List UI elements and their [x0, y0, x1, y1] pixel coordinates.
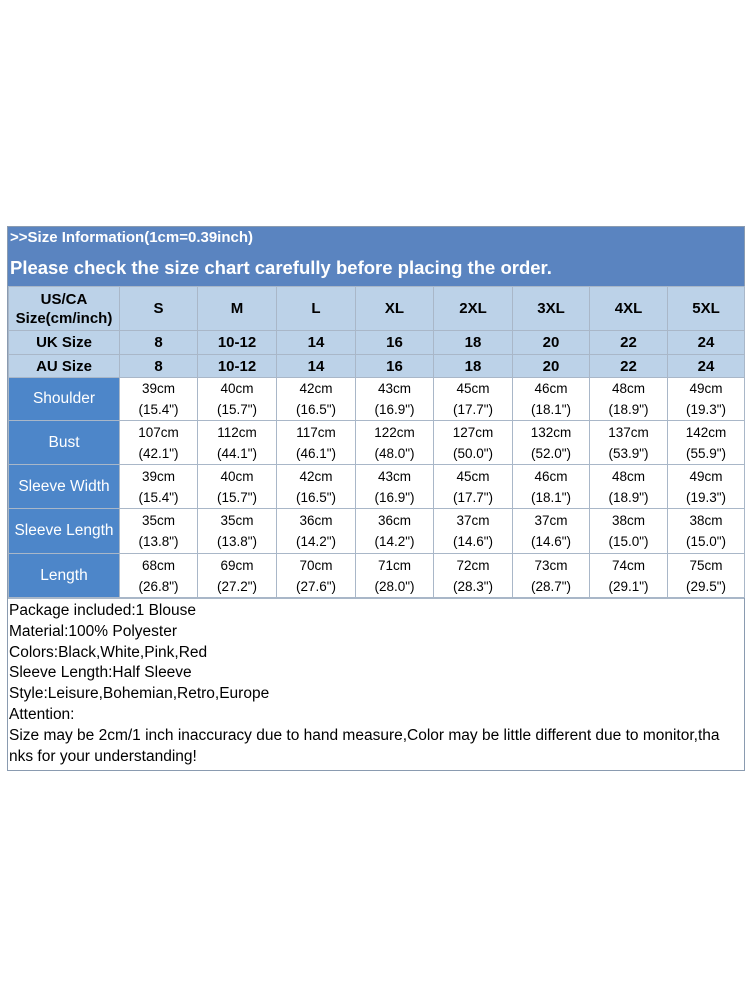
material-note: Material:100% Polyester [9, 622, 177, 640]
measurement-cm: 39cm [141, 381, 175, 396]
product-notes [8, 598, 744, 770]
measurement-cm: 137cm [608, 424, 649, 440]
measurement-cell [434, 465, 513, 509]
measurement-cell [198, 378, 277, 421]
measurement-cm: 49cm [689, 381, 723, 396]
size-value-cell: 20 [513, 331, 590, 355]
measurement-inch: (28.0") [374, 578, 415, 594]
measurement-cell [120, 465, 198, 509]
measurement-inch: (42.1") [138, 445, 179, 461]
measurement-row [9, 421, 745, 465]
measurement-cm: 73cm [534, 557, 568, 573]
header-label-line: US/CA [40, 290, 88, 308]
measurement-cm: 127cm [452, 424, 494, 440]
measurement-inch: (15.0") [608, 534, 649, 549]
measurement-cell [277, 554, 356, 598]
measurement-cm: 107cm [138, 424, 179, 440]
measurement-cm: 122cm [374, 424, 415, 440]
measurement-cell [198, 554, 277, 598]
measurement-cell [513, 378, 590, 421]
measurement-cm: 38cm [611, 513, 645, 528]
size-value-cell: 18 [434, 331, 513, 355]
header-row [9, 355, 745, 378]
measurement-inch: (16.5") [295, 489, 337, 505]
measurement-cell [356, 421, 434, 465]
measurement-cell [198, 421, 277, 465]
measurement-cell [434, 421, 513, 465]
measurement-inch: (27.2") [216, 578, 258, 594]
measurement-cm: 48cm [611, 381, 645, 396]
measurement-cm: 37cm [534, 513, 568, 528]
measurement-inch: (14.2") [374, 534, 415, 549]
measurement-cell [277, 421, 356, 465]
measurement-inch: (15.4") [138, 489, 179, 505]
measurement-inch: (15.0") [685, 534, 727, 549]
measurement-cell [434, 378, 513, 421]
measurement-label: Bust [9, 421, 120, 465]
size-value-cell: S [120, 287, 198, 331]
measurement-inch: (16.9") [374, 489, 415, 505]
measurement-cell [356, 554, 434, 598]
measurement-inch: (29.5") [685, 578, 727, 594]
measurement-inch: (46.1") [295, 445, 337, 461]
size-value-cell: 2XL [434, 287, 513, 331]
size-value-cell: 8 [120, 355, 198, 378]
size-table-body [9, 287, 745, 598]
measurement-cm: 71cm [377, 557, 411, 573]
measurement-cell [434, 509, 513, 554]
measurement-cm: 75cm [689, 557, 723, 573]
measurement-cm: 45cm [456, 381, 490, 396]
measurement-label: Sleeve Width [9, 465, 120, 509]
measurement-inch: (15.7") [216, 489, 258, 505]
measurement-inch: (48.0") [374, 445, 415, 461]
measurement-cm: 37cm [456, 513, 490, 528]
measurement-inch: (15.4") [138, 402, 179, 417]
measurement-row [9, 554, 745, 598]
measurement-row [9, 378, 745, 421]
measurement-cm: 112cm [217, 424, 257, 440]
measurement-cell [513, 509, 590, 554]
measurement-cm: 42cm [299, 381, 333, 396]
size-value-cell: 10-12 [198, 331, 277, 355]
measurement-inch: (14.2") [295, 534, 337, 549]
measurement-cell [590, 465, 668, 509]
size-value-cell: L [277, 287, 356, 331]
size-table [8, 286, 745, 598]
size-value-cell: 5XL [668, 287, 745, 331]
measurement-inch: (16.5") [295, 402, 337, 417]
measurement-label: Shoulder [9, 378, 120, 421]
size-value-cell: M [198, 287, 277, 331]
header-row [9, 331, 745, 355]
measurement-inch: (15.7") [216, 402, 258, 417]
measurement-cell [120, 554, 198, 598]
size-info-title: Please check the size chart carefully before placing the order. [10, 257, 552, 278]
measurement-cm: 70cm [299, 557, 333, 573]
measurement-inch: (27.6") [295, 578, 337, 594]
measurement-cell [590, 378, 668, 421]
measurement-cm: 36cm [377, 513, 411, 528]
attention-text-line-1: Size may be 2cm/1 inch inaccuracy due to hand measure,Color may be little different due to monitor,tha [9, 726, 720, 744]
size-value-cell: 8 [120, 331, 198, 355]
measurement-cm: 49cm [689, 468, 723, 484]
header-row [9, 287, 745, 331]
measurement-cell [434, 554, 513, 598]
measurement-cm: 69cm [220, 557, 254, 573]
measurement-cell [668, 509, 745, 554]
measurement-inch: (18.1") [530, 489, 572, 505]
header-row-label: AU Size [9, 355, 120, 378]
measurement-cm: 36cm [299, 513, 333, 528]
measurement-inch: (19.3") [685, 402, 727, 417]
measurement-label: Sleeve Length [9, 509, 120, 554]
size-value-cell: 3XL [513, 287, 590, 331]
measurement-cm: 43cm [377, 381, 411, 396]
measurement-cm: 45cm [456, 468, 490, 484]
measurement-inch: (17.7") [452, 489, 494, 505]
measurement-cell [277, 378, 356, 421]
measurement-inch: (14.6") [530, 534, 572, 549]
size-value-cell: 10-12 [198, 355, 277, 378]
measurement-cell [356, 509, 434, 554]
measurement-cell [277, 465, 356, 509]
attention-text-line-2: nks for your understanding! [9, 747, 197, 765]
measurement-cell [513, 465, 590, 509]
measurement-inch: (13.8") [138, 534, 179, 549]
size-value-cell: 20 [513, 355, 590, 378]
size-info-subtitle: >>Size Information(1cm=0.39inch) [10, 229, 253, 246]
measurement-inch: (44.1") [216, 445, 258, 461]
measurement-cm: 42cm [299, 468, 333, 484]
measurement-row [9, 509, 745, 554]
measurement-inch: (50.0") [452, 445, 494, 461]
size-info-banner [8, 227, 744, 286]
size-value-cell: 22 [590, 355, 668, 378]
measurement-inch: (55.9") [685, 445, 727, 461]
size-value-cell: 18 [434, 355, 513, 378]
size-value-cell: 14 [277, 355, 356, 378]
measurement-cm: 48cm [611, 468, 645, 484]
measurement-cell [120, 421, 198, 465]
measurement-cell [668, 421, 745, 465]
measurement-cm: 132cm [530, 424, 572, 440]
measurement-cell [277, 509, 356, 554]
measurement-cell [513, 421, 590, 465]
measurement-cm: 74cm [611, 557, 645, 573]
attention-label: Attention: [9, 705, 75, 723]
measurement-cell [668, 378, 745, 421]
measurement-inch: (26.8") [138, 578, 179, 594]
package-note: Package included:1 Blouse [9, 602, 196, 619]
measurement-inch: (13.8") [216, 534, 258, 549]
measurement-inch: (29.1") [608, 578, 649, 594]
header-row-label: UK Size [9, 331, 120, 355]
size-value-cell: 14 [277, 331, 356, 355]
colors-note: Colors:Black,White,Pink,Red [9, 643, 208, 661]
measurement-cm: 40cm [220, 381, 254, 396]
measurement-cell [590, 554, 668, 598]
size-value-cell: 24 [668, 331, 745, 355]
measurement-cell [513, 554, 590, 598]
measurement-cm: 38cm [689, 513, 723, 528]
sleeve-length-note: Sleeve Length:Half Sleeve [9, 664, 192, 682]
measurement-cm: 46cm [534, 468, 568, 484]
size-value-cell: 22 [590, 331, 668, 355]
header-row-label [9, 287, 120, 331]
measurement-inch: (18.9") [608, 489, 649, 505]
measurement-inch: (14.6") [452, 534, 494, 549]
size-value-cell: 24 [668, 355, 745, 378]
measurement-cm: 117cm [296, 424, 336, 440]
measurement-cell [668, 465, 745, 509]
style-note: Style:Leisure,Bohemian,Retro,Europe [9, 685, 270, 703]
size-value-cell: 4XL [590, 287, 668, 331]
measurement-cm: 46cm [534, 381, 568, 396]
measurement-cm: 43cm [377, 468, 411, 484]
measurement-row [9, 465, 745, 509]
measurement-inch: (18.1") [530, 402, 572, 417]
measurement-cell [668, 554, 745, 598]
measurement-cm: 72cm [456, 557, 490, 573]
measurement-cm: 68cm [141, 557, 175, 573]
measurement-inch: (28.3") [452, 578, 494, 594]
measurement-inch: (53.9") [608, 445, 649, 461]
measurement-inch: (19.3") [685, 489, 727, 505]
measurement-inch: (16.9") [374, 402, 415, 417]
measurement-inch: (17.7") [452, 402, 494, 417]
header-label-line: Size(cm/inch) [15, 309, 113, 327]
measurement-inch: (18.9") [608, 402, 649, 417]
size-value-cell: XL [356, 287, 434, 331]
measurement-cell [120, 509, 198, 554]
measurement-cell [356, 378, 434, 421]
measurement-cm: 39cm [141, 468, 175, 484]
size-chart [7, 226, 745, 771]
measurement-label: Length [9, 554, 120, 598]
size-value-cell: 16 [356, 331, 434, 355]
measurement-cell [120, 378, 198, 421]
measurement-cell [590, 509, 668, 554]
measurement-cm: 35cm [141, 513, 175, 528]
size-value-cell: 16 [356, 355, 434, 378]
measurement-cm: 40cm [220, 468, 254, 484]
measurement-inch: (52.0") [530, 445, 572, 461]
measurement-cell [590, 421, 668, 465]
measurement-cm: 142cm [685, 424, 727, 440]
measurement-cell [198, 465, 277, 509]
measurement-cell [198, 509, 277, 554]
measurement-cm: 35cm [220, 513, 254, 528]
measurement-inch: (28.7") [530, 578, 572, 594]
measurement-cell [356, 465, 434, 509]
